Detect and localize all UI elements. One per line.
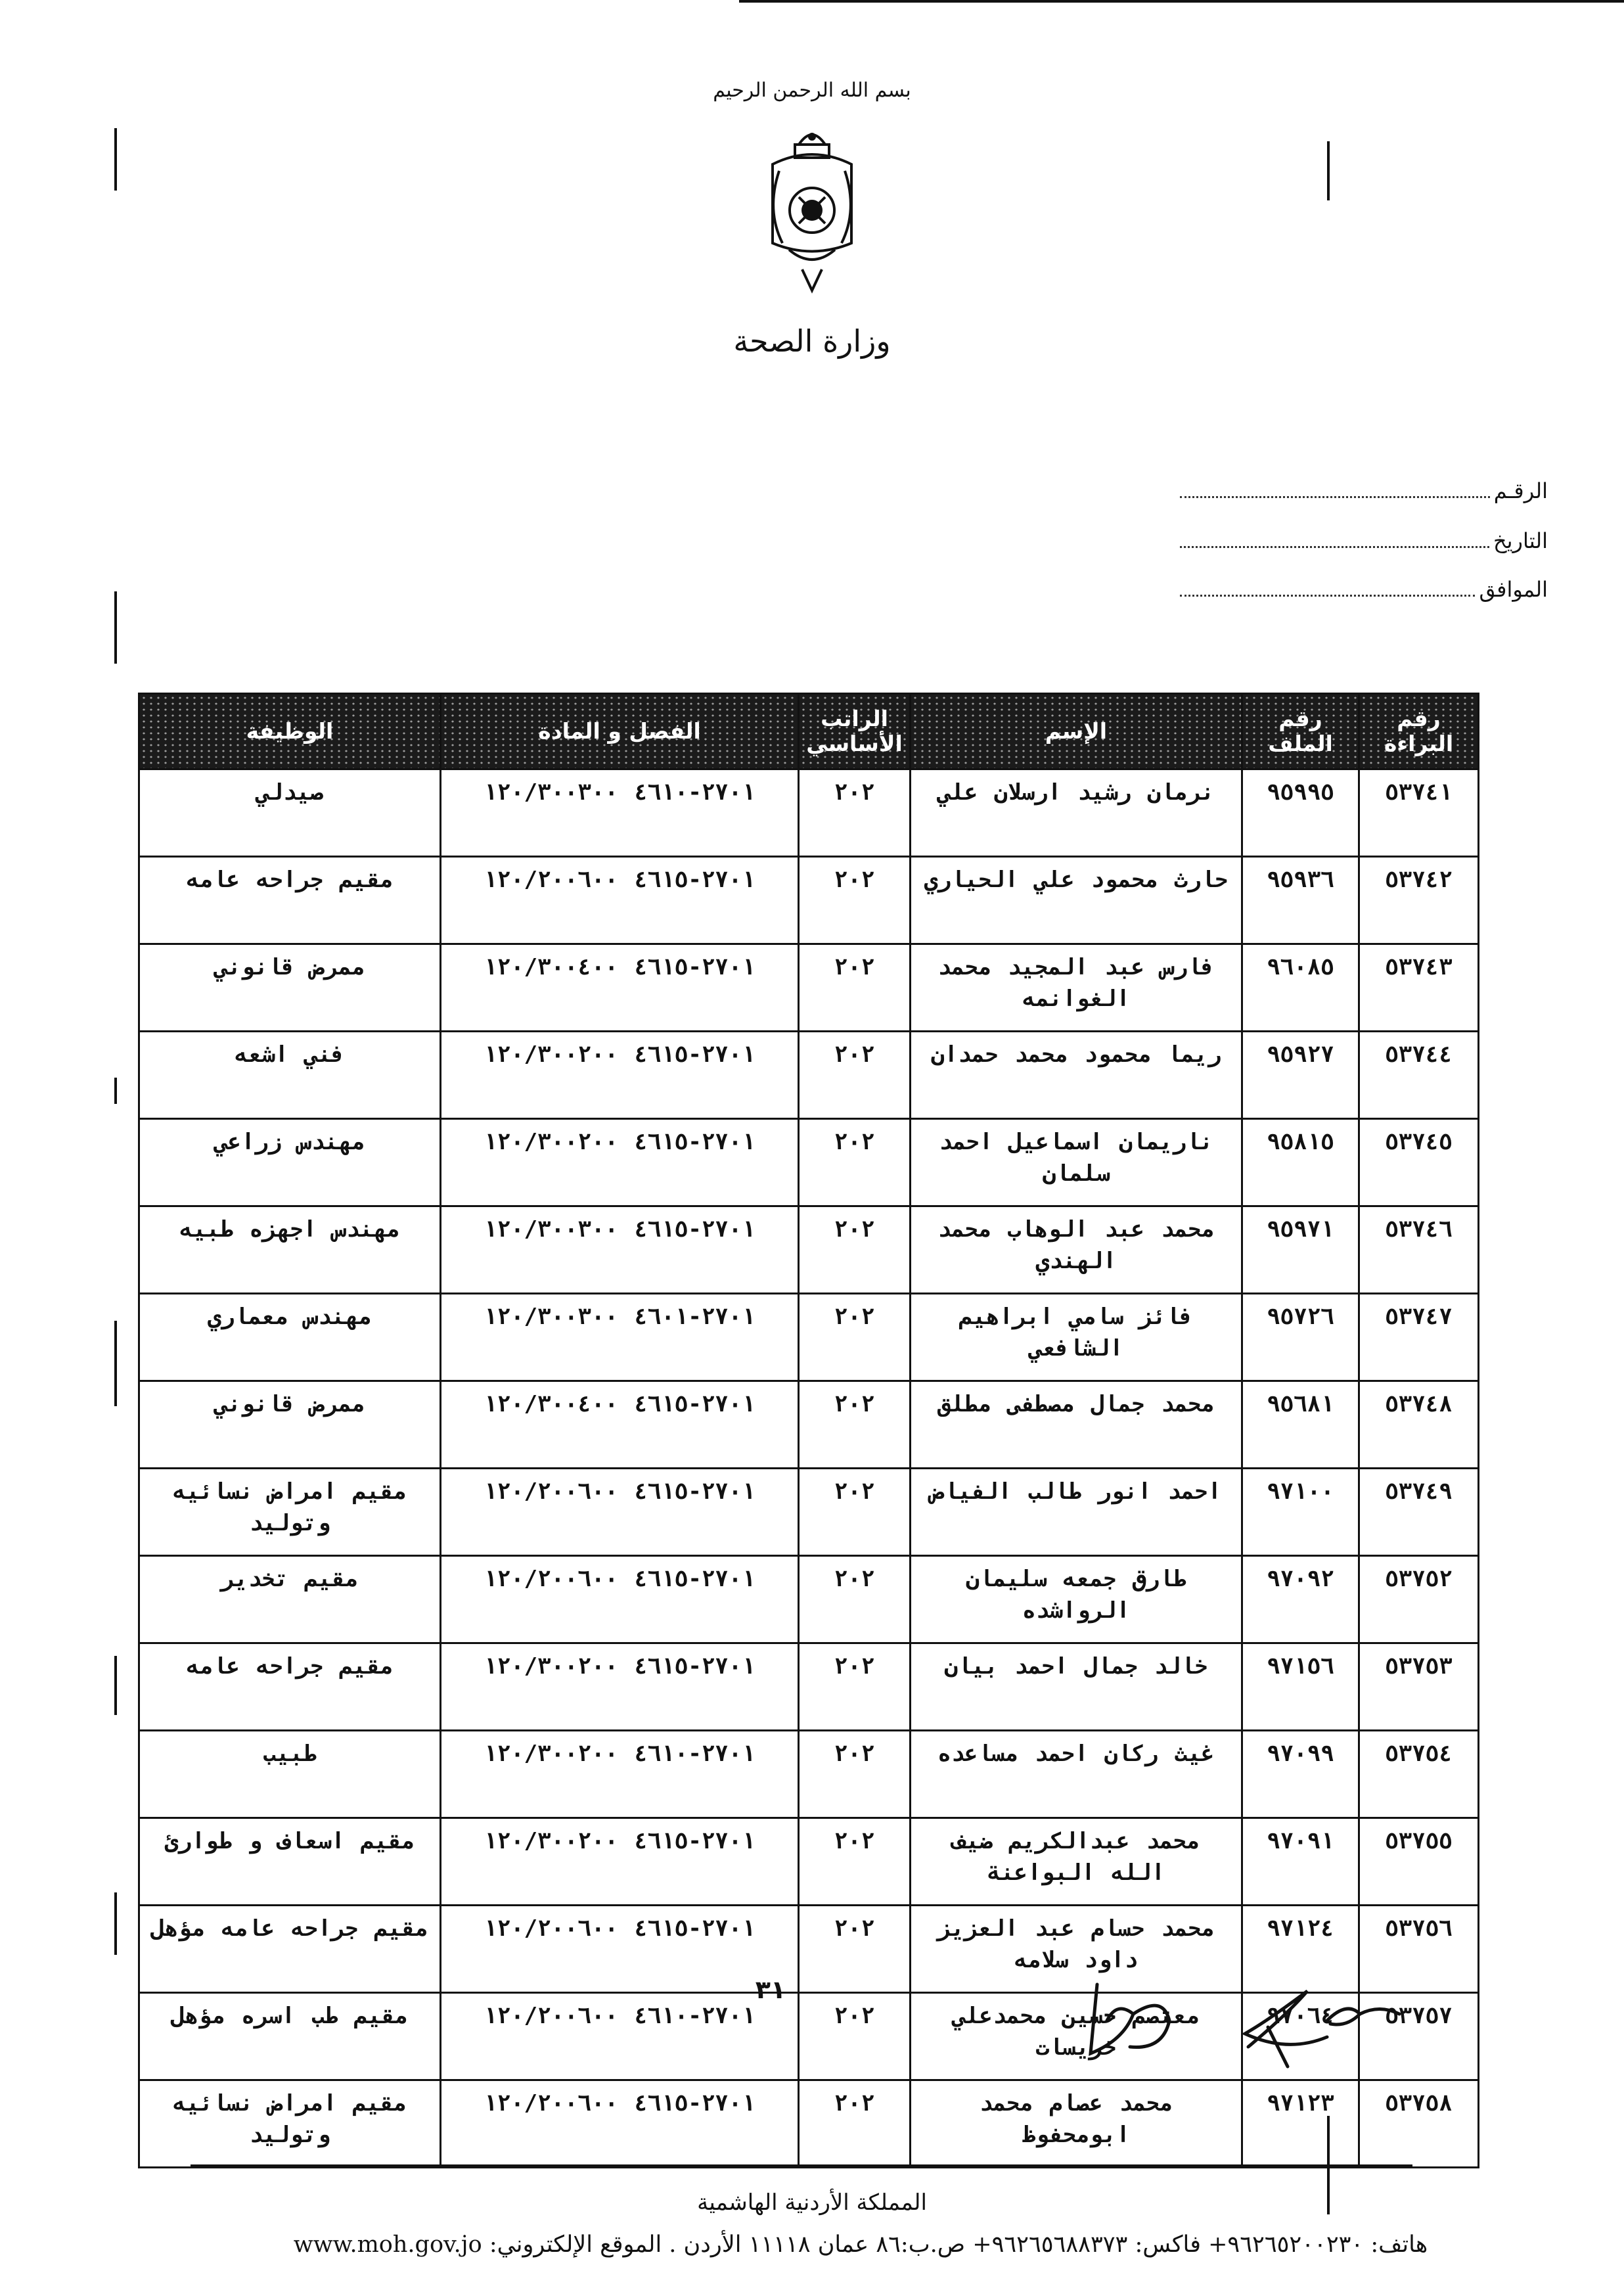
cell-basic-salary: ٢٠٢	[799, 944, 911, 1032]
column-header-file-number: رقم الملف	[1242, 694, 1359, 769]
table-row	[139, 1206, 1479, 1294]
cell-name: معتصم حسين محمدعلي خريسات	[911, 1993, 1242, 2080]
cell-job: صيدلي	[139, 769, 441, 857]
table-row	[139, 1294, 1479, 1381]
reference-date-line	[1180, 528, 1548, 553]
cell-file-number: ٩٥٦٨١	[1242, 1381, 1359, 1469]
appointments-table	[138, 693, 1479, 2168]
cell-decision-number: ٥٣٧٥٨	[1359, 2080, 1479, 2168]
dotted-fill-line	[1180, 495, 1490, 498]
reference-number-label: الرقـم	[1493, 478, 1548, 503]
cell-file-number: ٩٧٠٦٤	[1242, 1993, 1359, 2080]
cell-chapter-item: ٢٧٠١-٤٦١٥ ١٢٠/٣٠٠٤٠٠	[441, 944, 799, 1032]
cell-name: محمد حسام عبد العزيز داود سلامه	[911, 1906, 1242, 1993]
cell-basic-salary: ٢٠٢	[799, 1906, 911, 1993]
cell-job: مهندس معماري	[139, 1294, 441, 1381]
cell-decision-number: ٥٣٧٥٥	[1359, 1818, 1479, 1906]
cell-name: احمد انور طالب الفياض	[911, 1469, 1242, 1556]
cell-decision-number: ٥٣٧٤٦	[1359, 1206, 1479, 1294]
table-row	[139, 857, 1479, 944]
cell-file-number: ٩٥٨١٥	[1242, 1119, 1359, 1206]
cell-file-number: ٩٥٩٩٥	[1242, 769, 1359, 857]
column-header-decision-number: رقم البراءة	[1359, 694, 1479, 769]
reference-number-line	[1180, 478, 1548, 503]
cell-file-number: ٩٧١٢٣	[1242, 2080, 1359, 2168]
cell-basic-salary: ٢٠٢	[799, 1119, 911, 1206]
bismillah-heading: بسم الله الرحمن الرحيم	[713, 79, 911, 102]
cell-chapter-item: ٢٧٠١-٤٦١٥ ١٢٠/٣٠٠٢٠٠	[441, 1818, 799, 1906]
cell-job: ممرض قانوني	[139, 944, 441, 1032]
table-row	[139, 1381, 1479, 1469]
cell-decision-number: ٥٣٧٤٨	[1359, 1381, 1479, 1469]
cell-basic-salary: ٢٠٢	[799, 1993, 911, 2080]
cell-basic-salary: ٢٠٢	[799, 769, 911, 857]
website-link[interactable]: www.moh.gov.jo	[293, 2231, 482, 2258]
table-row	[139, 1119, 1479, 1206]
cell-chapter-item: ٢٧٠١-٤٦١٥ ١٢٠/٣٠٠٢٠٠	[441, 1119, 799, 1206]
reference-corresponding-label: الموافق	[1479, 577, 1548, 602]
cell-job: طبيب	[139, 1731, 441, 1818]
cell-name: ريما محمود محمد حمدان	[911, 1032, 1242, 1119]
footer-contact	[276, 2231, 1445, 2258]
column-header-basic-salary: الراتب الأساسي	[799, 694, 911, 769]
cell-job: مقيم جراحه عامه	[139, 1643, 441, 1731]
cell-decision-number: ٥٣٧٥٣	[1359, 1643, 1479, 1731]
reference-corresponding-line	[1180, 577, 1548, 602]
table-body	[139, 769, 1479, 2168]
cell-chapter-item: ٢٧٠١-٤٦١٥ ١٢٠/٢٠٠٦٠٠	[441, 2080, 799, 2168]
cell-name: فارس عبد المجيد محمد الغوانمه	[911, 944, 1242, 1032]
cell-chapter-item: ٢٧٠١-٤٦١٥ ١٢٠/٢٠٠٦٠٠	[441, 1556, 799, 1643]
column-header-chapter-item: الفصل و المادة	[441, 694, 799, 769]
cell-name: محمد جمال مصطفى مطلق	[911, 1381, 1242, 1469]
cell-chapter-item: ٢٧٠١-٤٦١٠ ١٢٠/٣٠٠٢٠٠	[441, 1731, 799, 1818]
table-row	[139, 1469, 1479, 1556]
table-row	[139, 1643, 1479, 1731]
left-margin-mark	[114, 1656, 117, 1715]
cell-basic-salary: ٢٠٢	[799, 1032, 911, 1119]
cell-job: مقيم امراض نسائيه وتوليد	[139, 2080, 441, 2168]
cell-file-number: ٩٧١٥٦	[1242, 1643, 1359, 1731]
cell-job: مقيم جراحه عامه	[139, 857, 441, 944]
cell-name: نرمان رشيد ارسلان علي	[911, 769, 1242, 857]
table-row	[139, 1556, 1479, 1643]
cell-decision-number: ٥٣٧٤٣	[1359, 944, 1479, 1032]
cell-chapter-item: ٢٧٠١-٤٦١٥ ١٢٠/٣٠٠٤٠٠	[441, 1381, 799, 1469]
cell-job: مقيم جراحه عامه مؤهل	[139, 1906, 441, 1993]
left-margin-mark	[114, 1892, 117, 1955]
column-header-name: الإسم	[911, 694, 1242, 769]
table-row	[139, 2080, 1479, 2168]
ministry-heading: وزارة الصحة	[733, 323, 891, 359]
cell-decision-number: ٥٣٧٥٧	[1359, 1993, 1479, 2080]
cell-job: مقيم تخدير	[139, 1556, 441, 1643]
cell-basic-salary: ٢٠٢	[799, 857, 911, 944]
footer-kingdom: المملكة الأردنية الهاشمية	[697, 2189, 927, 2216]
cell-file-number: ٩٧٠٩١	[1242, 1818, 1359, 1906]
cell-job: مهندس زراعي	[139, 1119, 441, 1206]
cell-decision-number: ٥٣٧٤٥	[1359, 1119, 1479, 1206]
cell-basic-salary: ٢٠٢	[799, 1556, 911, 1643]
cell-chapter-item: ٢٧٠١-٤٦٠١ ١٢٠/٣٠٠٣٠٠	[441, 1294, 799, 1381]
table-row	[139, 1032, 1479, 1119]
cell-chapter-item: ٢٧٠١-٤٦١٥ ١٢٠/٢٠٠٦٠٠	[441, 857, 799, 944]
cell-chapter-item: ٢٧٠١-٤٦١٠ ١٢٠/٢٠٠٦٠٠	[441, 1993, 799, 2080]
cell-basic-salary: ٢٠٢	[799, 1294, 911, 1381]
page-number: ٣١	[755, 1975, 786, 2004]
dotted-fill-line	[1180, 545, 1489, 548]
cell-name: خالد جمال احمد بيان	[911, 1643, 1242, 1731]
cell-job: مهندس اجهزه طبيه	[139, 1206, 441, 1294]
table-header-row	[139, 694, 1479, 769]
table-row	[139, 944, 1479, 1032]
cell-name: حارث محمود علي الحياري	[911, 857, 1242, 944]
cell-name: ناريمان اسماعيل احمد سلمان	[911, 1119, 1242, 1206]
column-header-job: الوظيفة	[139, 694, 441, 769]
cell-name: غيث ركان احمد مساعده	[911, 1731, 1242, 1818]
table-row	[139, 769, 1479, 857]
right-margin-mark	[1327, 141, 1330, 200]
signatures-graphic	[1071, 1975, 1439, 2073]
cell-file-number: ٩٥٩٣٦	[1242, 857, 1359, 944]
cell-chapter-item: ٢٧٠١-٤٦١٥ ١٢٠/٢٠٠٦٠٠	[441, 1469, 799, 1556]
cell-decision-number: ٥٣٧٤١	[1359, 769, 1479, 857]
cell-basic-salary: ٢٠٢	[799, 2080, 911, 2168]
left-margin-mark	[114, 1078, 117, 1104]
cell-chapter-item: ٢٧٠١-٤٦١٥ ١٢٠/٣٠٠٢٠٠	[441, 1032, 799, 1119]
cell-file-number: ٩٧٠٩٢	[1242, 1556, 1359, 1643]
cell-job: فني اشعه	[139, 1032, 441, 1119]
cell-name: محمد عبد الوهاب محمد الهندي	[911, 1206, 1242, 1294]
cell-chapter-item: ٢٧٠١-٤٦١٠ ١٢٠/٣٠٠٣٠٠	[441, 769, 799, 857]
dotted-fill-line	[1180, 594, 1475, 597]
cell-job: ممرض قانوني	[139, 1381, 441, 1469]
footer-contact-text: هاتف: ٩٦٢٦٥٢٠٠٢٣٠+ فاكس: ٩٦٢٦٥٦٨٨٣٧٣+ ص.ب:٨٦ عمان ١١١١٨ الأردن . الموقع الإلكتروني:	[489, 2231, 1428, 2258]
cell-basic-salary: ٢٠٢	[799, 1206, 911, 1294]
cell-decision-number: ٥٣٧٥٦	[1359, 1906, 1479, 1993]
cell-job: مقيم اسعاف و طوارئ	[139, 1818, 441, 1906]
cell-file-number: ٩٧٠٩٩	[1242, 1731, 1359, 1818]
cell-file-number: ٩٥٧٢٦	[1242, 1294, 1359, 1381]
reference-date-label: التاريخ	[1493, 528, 1548, 553]
cell-job: مقيم امراض نسائيه وتوليد	[139, 1469, 441, 1556]
table-row	[139, 1731, 1479, 1818]
royal-crest-icon	[753, 118, 871, 296]
cell-basic-salary: ٢٠٢	[799, 1643, 911, 1731]
cell-basic-salary: ٢٠٢	[799, 1469, 911, 1556]
left-margin-mark	[114, 128, 117, 191]
cell-file-number: ٩٧١٠٠	[1242, 1469, 1359, 1556]
cell-basic-salary: ٢٠٢	[799, 1731, 911, 1818]
cell-chapter-item: ٢٧٠١-٤٦١٥ ١٢٠/٢٠٠٦٠٠	[441, 1906, 799, 1993]
cell-name: محمد عبدالكريم ضيف الله البواعنة	[911, 1818, 1242, 1906]
cell-file-number: ٩٧١٢٤	[1242, 1906, 1359, 1993]
cell-name: محمد عصام محمد ابومحفوظ	[911, 2080, 1242, 2168]
table-row	[139, 1818, 1479, 1906]
cell-decision-number: ٥٣٧٤٧	[1359, 1294, 1479, 1381]
cell-decision-number: ٥٣٧٤٩	[1359, 1469, 1479, 1556]
cell-name: طارق جمعه سليمان الرواشده	[911, 1556, 1242, 1643]
cell-chapter-item: ٢٧٠١-٤٦١٥ ١٢٠/٣٠٠٢٠٠	[441, 1643, 799, 1731]
cell-decision-number: ٥٣٧٤٤	[1359, 1032, 1479, 1119]
cell-decision-number: ٥٣٧٥٤	[1359, 1731, 1479, 1818]
cell-file-number: ٩٥٩٢٧	[1242, 1032, 1359, 1119]
cell-basic-salary: ٢٠٢	[799, 1381, 911, 1469]
cell-file-number: ٩٥٩٧١	[1242, 1206, 1359, 1294]
cell-decision-number: ٥٣٧٥٢	[1359, 1556, 1479, 1643]
cell-name: فائز سامي ابراهيم الشافعي	[911, 1294, 1242, 1381]
cell-file-number: ٩٦٠٨٥	[1242, 944, 1359, 1032]
top-border-line	[739, 0, 1624, 3]
cell-job: مقيم طب اسره مؤهل	[139, 1993, 441, 2080]
cell-chapter-item: ٢٧٠١-٤٦١٥ ١٢٠/٣٠٠٣٠٠	[441, 1206, 799, 1294]
cell-basic-salary: ٢٠٢	[799, 1818, 911, 1906]
left-margin-mark	[114, 1321, 117, 1406]
cell-decision-number: ٥٣٧٤٢	[1359, 857, 1479, 944]
footer-divider	[191, 2164, 1412, 2166]
left-margin-mark	[114, 591, 117, 664]
